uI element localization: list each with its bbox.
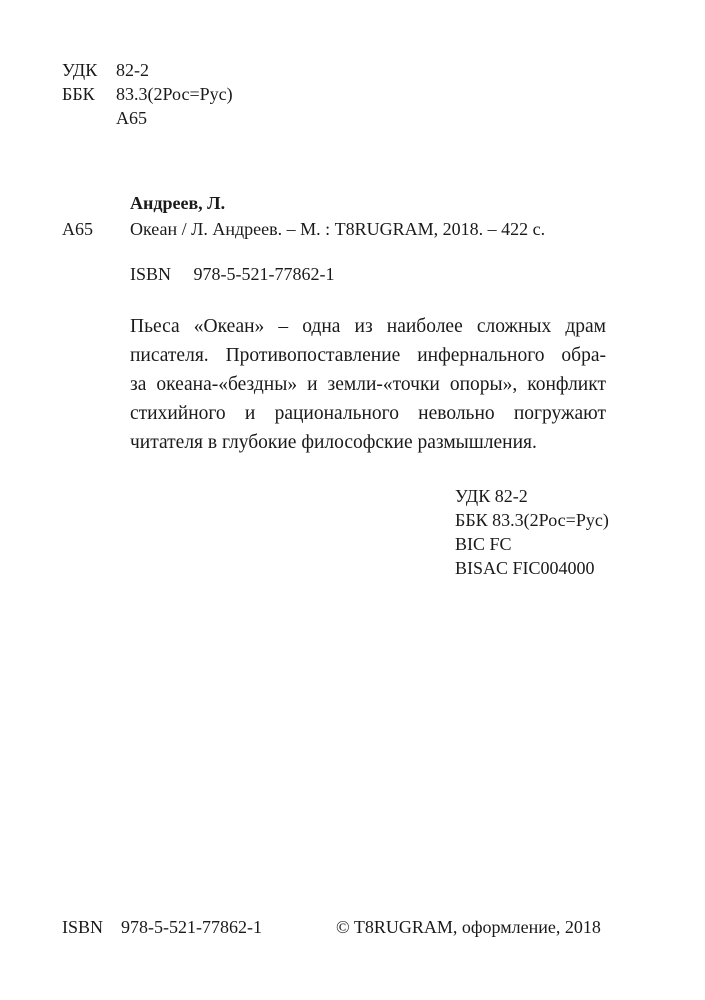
bbk-value: 83.3(2Рос=Рус): [116, 84, 233, 104]
udk-label: УДК: [62, 60, 98, 80]
footer-copyright: © T8RUGRAM, оформление, 2018: [336, 917, 601, 937]
classification-line: BISAC FIC004000: [455, 558, 595, 578]
footer-isbn: [62, 915, 262, 939]
udk-value: 82-2: [116, 60, 149, 80]
isbn-label: ISBN: [130, 264, 172, 284]
annotation-line: стихийного и рационального невольно погружают: [130, 403, 606, 424]
classification-line: ББК 83.3(2Рос=Рус): [455, 510, 609, 530]
annotation-line: читателя в глубокие философские размышления.: [130, 432, 537, 453]
classification-bottom: [455, 484, 609, 580]
udk-line: [62, 58, 149, 82]
bbk-line: [62, 82, 233, 106]
footer-isbn-label: ISBN: [62, 917, 104, 937]
annotation-line: Пьеса «Океан» – одна из наиболее сложных драм: [130, 316, 606, 337]
classification-line: BIC FC: [455, 534, 512, 554]
isbn-line: [130, 262, 335, 286]
author-name: Андреев, Л.: [130, 193, 226, 213]
author-mark-left: А65: [62, 219, 93, 239]
author-mark-top: А65: [116, 108, 147, 128]
classification-line: УДК 82-2: [455, 486, 528, 506]
annotation-line: за океана-«бездны» и земли-«точки опоры», конфликт: [130, 374, 606, 395]
isbn-value: 978-5-521-77862-1: [193, 264, 335, 284]
annotation-line: писателя. Противопоставление инфернального обра-: [130, 345, 606, 366]
footer-isbn-value: 978-5-521-77862-1: [121, 917, 262, 937]
annotation-paragraph: [130, 312, 606, 457]
title-line: Океан / Л. Андреев. – М. : T8RUGRAM, 2018. – 422 с.: [130, 219, 546, 239]
bbk-label: ББК: [62, 84, 95, 104]
